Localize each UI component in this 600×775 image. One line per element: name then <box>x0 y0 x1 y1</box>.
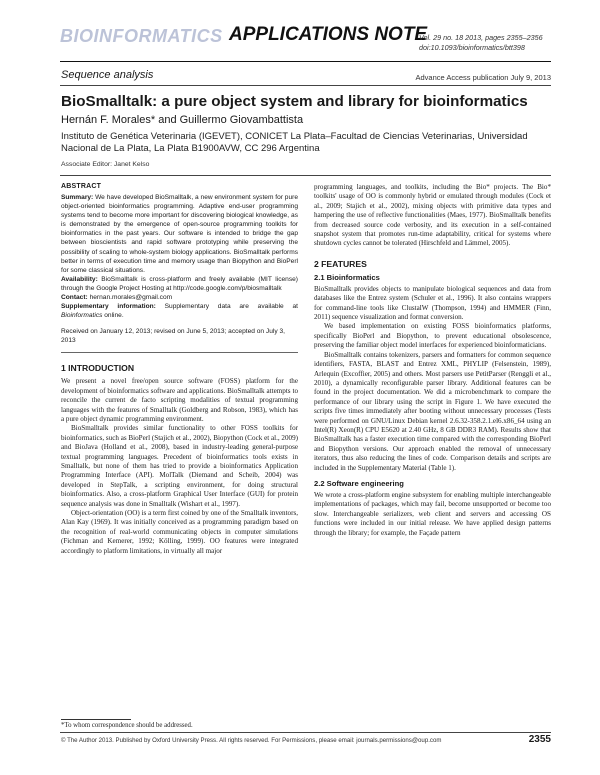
footnote-rule <box>61 719 131 720</box>
article-type: APPLICATIONS NOTE <box>229 24 428 45</box>
title-rule <box>60 175 551 176</box>
contact-email[interactable]: hernan.morales@gmail.com <box>87 294 173 302</box>
intro-paragraph-3: Object-orientation (OO) is a term first coined by one of the Smalltalk inventors, Alan Kay (1969). It was initially conceived as a programming paradigm based on the recognition of real-world communicating objects in computer simulations (Fichman and Kemerer, 1992; Kölling, 1999). OO features were integrated accordingly to platform limitations, in virtually all major <box>61 508 298 555</box>
abstract-heading: ABSTRACT <box>61 183 102 190</box>
abstract-summary: Summary: We have developed BioSmalltalk, a new environment system for pure object-oriented bioinformatics programming. Adaptive end-user programming systems tend to become more important for discovering biological knowledge, as is demonstrated by the emergence of open-source programming toolkits for bioinformatics in the past years. Our software is intended to bridge the gap between bioscientists and rapid software prototyping while preserving the possibility of scaling to whole-system biology applications. BioSmalltalk performs better in terms of execution time and memory usage than Biopython and BioPerl for some classical situations. <box>61 194 299 274</box>
abstract-contact: Contact: hernan.morales@gmail.com <box>61 294 173 302</box>
software-engineering-subheading: 2.2 Software engineering <box>314 478 404 488</box>
bioinformatics-subheading: 2.1 Bioinformatics <box>314 272 380 282</box>
abstract-availability: Availability: BioSmalltalk is cross-platform and freely available (MIT license) through the Google Project Hosting at http://code.google.com/p/biosmalltalk <box>61 275 298 292</box>
right-paragraph-0: programming languages, and toolkits, including the Bio* projects. The Bio* toolkits' usage of OO is commonly hybrid or emulated through modules (Cock et al., 2009; Stajich et al., 2002), mixing objects with primitive data types and hampering the use of reflective functionalities (Maes, 1977). BioSmalltalk benefits from decreased source code verbosity, and its execution in a self-contained snapshot system that promotes run-time adaptability, critical for systems where shutdown cycles cannot be tolerated (Hirschfeld and Lämmel, 2005). <box>314 183 551 248</box>
associate-editor: Associate Editor: Janet Kelso <box>61 161 150 168</box>
page-number: 2355 <box>528 734 551 745</box>
footer-rule <box>60 732 551 733</box>
volume-line: Vol. 29 no. 18 2013, pages 2355–2356 <box>419 33 543 42</box>
paper-title: BioSmalltalk: a pure object system and library for bioinformatics <box>61 93 528 110</box>
features-heading: 2 FEATURES <box>314 258 367 269</box>
section-label: Sequence analysis <box>61 69 154 81</box>
intro-paragraph-1: We present a novel free/open source software (FOSS) platform for the development of bioinformatics software and applications. BioSmalltalk attempts to reconcile the current de facto scripting modalities of textual programming languages with the features of Smalltalk (Goldberg and Robson, 1983), which has a pure object dynamic programming environment. <box>61 377 298 423</box>
bioinformatics-paragraph-3: BioSmalltalk contains tokenizers, parsers and formatters for common sequence identifiers, FASTA, BLAST and Entrez XML, PHYLIP (Felsenstein, 1989), Arlequin (Excoffier, 2005) and others. Most parsers use PetitParser (Renggli et al., 2010), a dynamically reconfigurable parser library. Additional features can be found in the project documentation. We did a microbenchmark to compare the performance of our library using the script in Figure 1. We have executed the scripts five times immediately after booting without unnecessary processes (Tests were performed on GNU/Linux Debian kernel 2.6.32-358.2.1.el6.x86_64 using an Intel(R) Xeon(R) CPU E5620 at 2.40 GHz, 8 GB DDR3 RAM). Results show that BioSmalltalk has a faster execution time compared with the corresponding BioPerl and Biopython versions. Our approach enabled the removal of unnecessary iterators, thus also reducing the lines of code. Comparison details and scripts are included in the Supplementary Material (Table 1). <box>314 350 551 472</box>
bioinformatics-paragraph-2: We based implementation on existing FOSS bioinformatics platforms, specifically BioPerl and Biopython, to prevent educational obsolescence, preserving the familiar object model interfaces for experienced bioinformaticians. <box>314 322 551 350</box>
left-column <box>61 183 298 556</box>
intro-paragraph-2: BioSmalltalk provides similar functionality to other FOSS toolkits for bioinformatics, such as BioPerl (Stajich et al., 2002), Biopython (Cock et al., 2009) and BioJava (Holland et al., 2008), based in industry-leading general-purpose textual programming languages. Precedent of bioinformatics tools exists in Smalltalk, but none of them has tried to provide a bioinformatics Application Programming Interface (API). MolTalk (Diemand and Scheib, 2004) was developed in StepTalk, a scripting environment, for doing structural bioinformatics. Also, a cross-platform Graphical User Interface (GUI) for protein sequence analysis was done in Smalltalk (Wishart et al., 1997). <box>61 424 298 508</box>
abstract-supplementary: Supplementary information: Supplementary data are available at Bioinformatics online. <box>61 303 298 320</box>
journal-name: BIOINFORMATICS <box>60 26 223 46</box>
authors: Hernán F. Morales* and Guillermo Giovambattista <box>61 114 304 126</box>
section-rule <box>60 85 551 86</box>
advance-access: Advance Access publication July 9, 2013 <box>415 73 551 82</box>
received-dates: Received on January 12, 2013; revised on June 5, 2013; accepted on July 3, 2013 <box>61 328 285 345</box>
software-engineering-paragraph-1: We wrote a cross-platform engine subsystem for enabling multiple interchangeable implementations of packages, which may fail, become unsupported or become too slow. Interchangeable serializers, web client and servers and accessing OS functions were included in our initial release. We have applied design patterns through the library; for example, the Façade pattern <box>314 490 551 537</box>
right-column <box>314 183 551 538</box>
doi-line[interactable]: doi:10.1093/bioinformatics/btt398 <box>419 42 525 52</box>
volume-info <box>419 33 543 52</box>
availability-link[interactable]: BioSmalltalk is cross-platform and freely available (MIT license) through the Google Project Hosting at http://code.google.com/p/biosmalltalk <box>61 275 298 292</box>
header-rule <box>60 61 551 62</box>
footnote: *To whom correspondence should be addressed. <box>61 722 193 729</box>
affiliation: Instituto de Genética Veterinaria (IGEVET), CONICET La Plata–Facultad de Ciencias Veterinarias, Universidad Nacional de La Plata, La Plata B1900AVW, CC 296 Argentina <box>61 131 528 154</box>
copyright: © The Author 2013. Published by Oxford University Press. All rights reserved. For Permissions, please email: journals.permissions@oup.com <box>61 737 442 744</box>
intro-heading: 1 INTRODUCTION <box>61 363 135 374</box>
bioinformatics-paragraph-1: BioSmalltalk provides objects to manipulate biological sequences and data from databases like the Entrez system (Schuler et al., 1996). It also contains wrappers for command-line tools like ClustalW (Thompson, 1994) and HMMER (Finn, 2011) sequence visualization and format conversion. <box>314 284 551 322</box>
